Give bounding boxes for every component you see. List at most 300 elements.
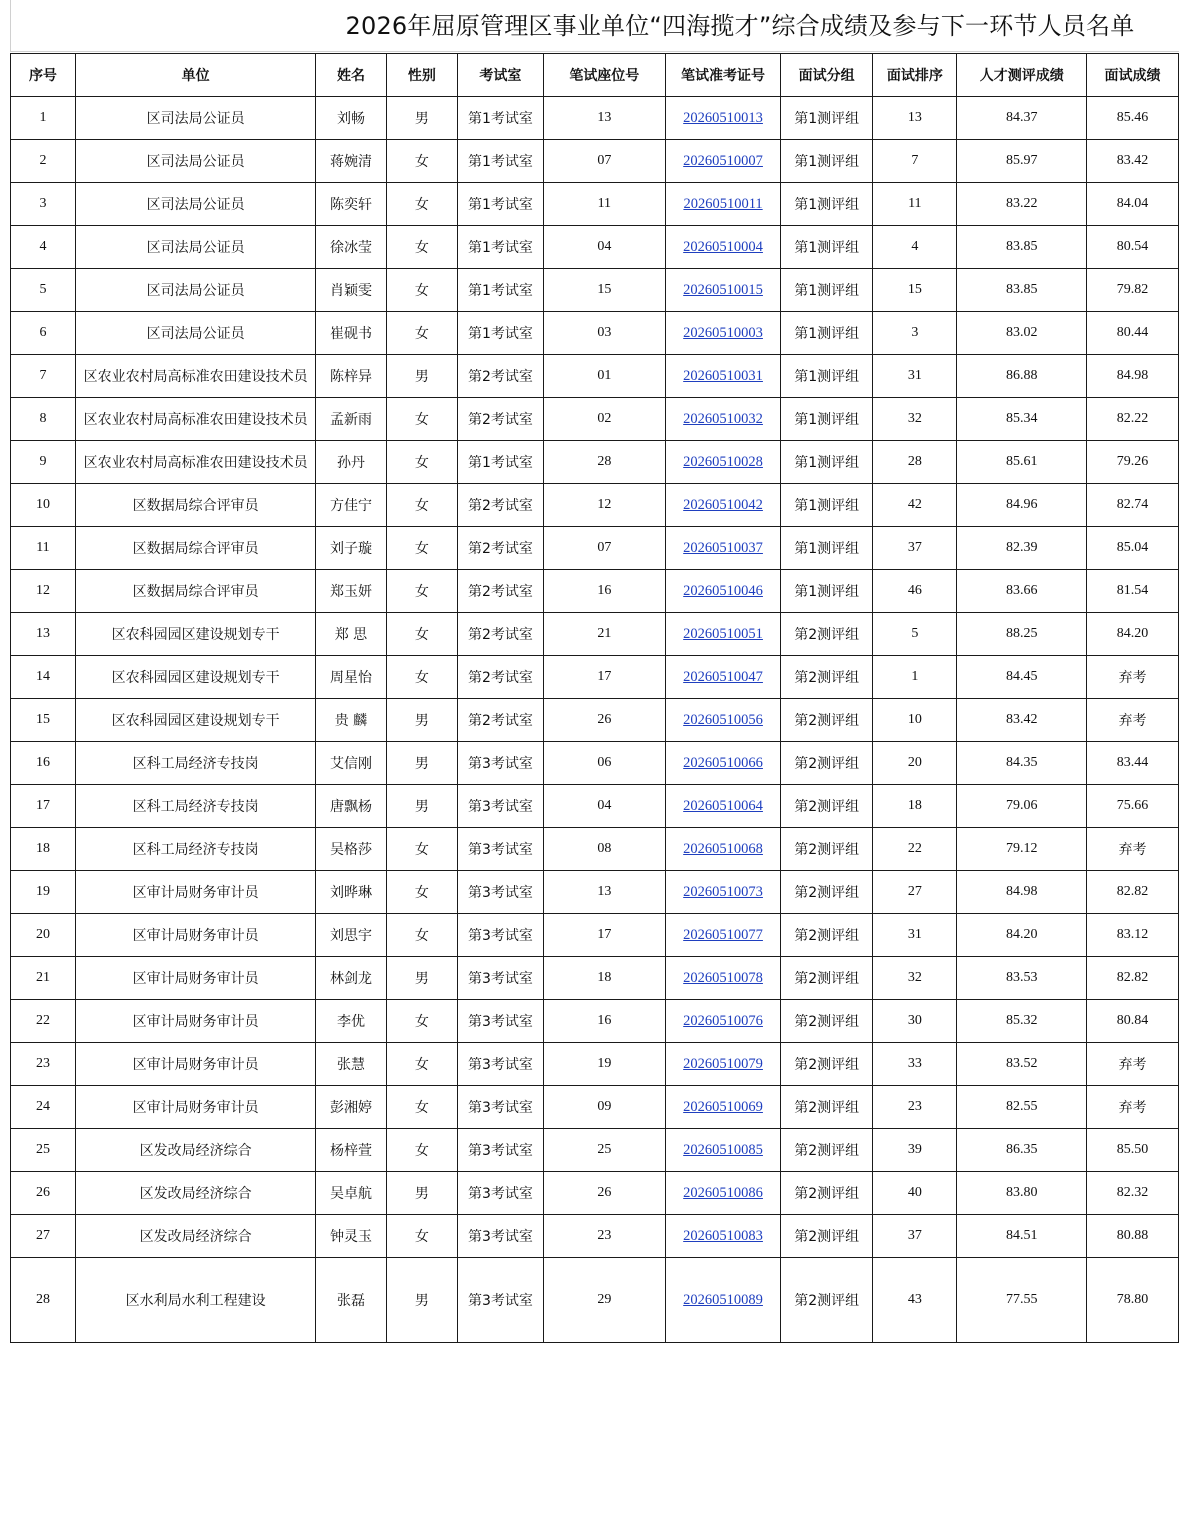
group-cell: 第2测评组 [781, 828, 873, 871]
ticket-link[interactable]: 20260510031 [683, 367, 763, 384]
ticket-link[interactable]: 20260510042 [683, 496, 763, 513]
ticket-link[interactable]: 20260510007 [683, 152, 763, 169]
seat-cell: 01 [543, 355, 665, 398]
column-group-header: 面试分组 [781, 54, 873, 97]
table-row [11, 484, 1179, 527]
gender-cell: 女 [386, 1129, 458, 1172]
ticket-link[interactable]: 20260510003 [683, 324, 763, 341]
order-cell: 27 [873, 871, 957, 914]
assessment-score-cell: 83.02 [957, 312, 1087, 355]
name-cell: 林剑龙 [316, 957, 386, 1000]
group-cell: 第1测评组 [781, 97, 873, 140]
column-interview-header: 面试成绩 [1087, 54, 1179, 97]
unit-cell: 区审计局财务审计员 [75, 957, 316, 1000]
gender-cell: 男 [386, 957, 458, 1000]
title-bar [10, 0, 1179, 52]
seat-cell: 16 [543, 1000, 665, 1043]
seat-cell: 16 [543, 570, 665, 613]
unit-cell: 区司法局公证员 [75, 183, 316, 226]
column-assessment-header: 人才测评成绩 [957, 54, 1087, 97]
column-seq-header: 序号 [11, 54, 76, 97]
ticket-cell [666, 1086, 781, 1129]
room-cell: 第3考试室 [458, 742, 543, 785]
room-cell: 第3考试室 [458, 1215, 543, 1258]
table-row [11, 785, 1179, 828]
order-cell: 39 [873, 1129, 957, 1172]
ticket-link[interactable]: 20260510064 [683, 797, 763, 814]
room-cell: 第2考试室 [458, 527, 543, 570]
interview-score-cell: 85.04 [1087, 527, 1179, 570]
ticket-link[interactable]: 20260510011 [683, 195, 763, 212]
interview-score-cell: 82.82 [1087, 957, 1179, 1000]
name-cell: 李优 [316, 1000, 386, 1043]
unit-cell: 区发改局经济综合 [75, 1172, 316, 1215]
unit-cell: 区农业农村局高标准农田建设技术员 [75, 441, 316, 484]
seq-cell: 21 [11, 957, 76, 1000]
gender-cell: 女 [386, 398, 458, 441]
gender-cell: 女 [386, 441, 458, 484]
unit-cell: 区水利局水利工程建设 [75, 1258, 316, 1343]
assessment-score-cell: 82.39 [957, 527, 1087, 570]
room-cell: 第3考试室 [458, 1129, 543, 1172]
group-cell: 第2测评组 [781, 1215, 873, 1258]
unit-cell: 区农业农村局高标准农田建设技术员 [75, 355, 316, 398]
table-row [11, 699, 1179, 742]
group-cell: 第2测评组 [781, 1172, 873, 1215]
order-cell: 42 [873, 484, 957, 527]
unit-cell: 区司法局公证员 [75, 140, 316, 183]
interview-score-cell: 80.54 [1087, 226, 1179, 269]
name-cell: 陈梓异 [316, 355, 386, 398]
group-cell: 第1测评组 [781, 484, 873, 527]
seq-cell: 15 [11, 699, 76, 742]
seat-cell: 13 [543, 97, 665, 140]
seq-cell: 3 [11, 183, 76, 226]
interview-score-cell: 81.54 [1087, 570, 1179, 613]
ticket-link[interactable]: 20260510032 [683, 410, 763, 427]
name-cell: 刘子璇 [316, 527, 386, 570]
order-cell: 32 [873, 398, 957, 441]
ticket-cell [666, 613, 781, 656]
gender-cell: 男 [386, 1258, 458, 1343]
ticket-link[interactable]: 20260510046 [683, 582, 763, 599]
ticket-link[interactable]: 20260510015 [683, 281, 763, 298]
gender-cell: 女 [386, 570, 458, 613]
order-cell: 15 [873, 269, 957, 312]
gender-cell: 男 [386, 785, 458, 828]
ticket-cell [666, 914, 781, 957]
room-cell: 第1考试室 [458, 226, 543, 269]
ticket-cell [666, 97, 781, 140]
ticket-cell [666, 871, 781, 914]
table-row [11, 742, 1179, 785]
order-cell: 4 [873, 226, 957, 269]
column-seat-header: 笔试座位号 [543, 54, 665, 97]
gender-cell: 女 [386, 656, 458, 699]
ticket-link[interactable]: 20260510083 [683, 1227, 763, 1244]
unit-cell: 区司法局公证员 [75, 97, 316, 140]
gender-cell: 女 [386, 484, 458, 527]
order-cell: 32 [873, 957, 957, 1000]
ticket-link[interactable]: 20260510037 [683, 539, 763, 556]
room-cell: 第1考试室 [458, 183, 543, 226]
unit-cell: 区科工局经济专技岗 [75, 785, 316, 828]
seat-cell: 03 [543, 312, 665, 355]
ticket-cell [666, 1172, 781, 1215]
interview-score-cell: 82.82 [1087, 871, 1179, 914]
column-order-header: 面试排序 [873, 54, 957, 97]
ticket-cell [666, 1043, 781, 1086]
column-room-header: 考试室 [458, 54, 543, 97]
group-cell: 第1测评组 [781, 527, 873, 570]
table-row [11, 1129, 1179, 1172]
interview-score-cell: 85.46 [1087, 97, 1179, 140]
order-cell: 1 [873, 656, 957, 699]
seat-cell: 15 [543, 269, 665, 312]
gender-cell: 女 [386, 613, 458, 656]
room-cell: 第3考试室 [458, 1043, 543, 1086]
seq-cell: 19 [11, 871, 76, 914]
room-cell: 第3考试室 [458, 828, 543, 871]
ticket-cell [666, 785, 781, 828]
unit-cell: 区数据局综合评审员 [75, 527, 316, 570]
unit-cell: 区审计局财务审计员 [75, 1043, 316, 1086]
seq-cell: 28 [11, 1258, 76, 1343]
order-cell: 28 [873, 441, 957, 484]
group-cell: 第2测评组 [781, 1086, 873, 1129]
order-cell: 30 [873, 1000, 957, 1043]
order-cell: 31 [873, 355, 957, 398]
name-cell: 杨梓萱 [316, 1129, 386, 1172]
seq-cell: 9 [11, 441, 76, 484]
name-cell: 艾信刚 [316, 742, 386, 785]
seat-cell: 04 [543, 785, 665, 828]
order-cell: 46 [873, 570, 957, 613]
seat-cell: 18 [543, 957, 665, 1000]
ticket-link[interactable]: 20260510047 [683, 668, 763, 685]
gender-cell: 女 [386, 527, 458, 570]
gender-cell: 女 [386, 183, 458, 226]
assessment-score-cell: 85.97 [957, 140, 1087, 183]
ticket-link[interactable]: 20260510085 [683, 1141, 763, 1158]
unit-cell: 区审计局财务审计员 [75, 871, 316, 914]
name-cell: 方佳宁 [316, 484, 386, 527]
table-row [11, 527, 1179, 570]
order-cell: 20 [873, 742, 957, 785]
order-cell: 23 [873, 1086, 957, 1129]
unit-cell: 区发改局经济综合 [75, 1129, 316, 1172]
seq-cell: 23 [11, 1043, 76, 1086]
seq-cell: 13 [11, 613, 76, 656]
gender-cell: 男 [386, 699, 458, 742]
name-cell: 彭湘婷 [316, 1086, 386, 1129]
name-cell: 蒋婉清 [316, 140, 386, 183]
column-unit-header: 单位 [75, 54, 316, 97]
column-name-header: 姓名 [316, 54, 386, 97]
table-row [11, 1258, 1179, 1343]
assessment-score-cell: 83.80 [957, 1172, 1087, 1215]
ticket-link[interactable]: 20260510078 [683, 969, 763, 986]
interview-score-cell: 82.22 [1087, 398, 1179, 441]
assessment-score-cell: 84.51 [957, 1215, 1087, 1258]
room-cell: 第1考试室 [458, 140, 543, 183]
group-cell: 第2测评组 [781, 871, 873, 914]
unit-cell: 区科工局经济专技岗 [75, 828, 316, 871]
interview-score-cell: 弃考 [1087, 656, 1179, 699]
group-cell: 第1测评组 [781, 570, 873, 613]
gender-cell: 女 [386, 1086, 458, 1129]
table-row [11, 914, 1179, 957]
group-cell: 第2测评组 [781, 1043, 873, 1086]
name-cell: 唐飘杨 [316, 785, 386, 828]
ticket-link[interactable]: 20260510028 [683, 453, 763, 470]
seat-cell: 06 [543, 742, 665, 785]
order-cell: 13 [873, 97, 957, 140]
room-cell: 第3考试室 [458, 1258, 543, 1343]
unit-cell: 区审计局财务审计员 [75, 1000, 316, 1043]
room-cell: 第2考试室 [458, 484, 543, 527]
interview-score-cell: 84.04 [1087, 183, 1179, 226]
room-cell: 第2考试室 [458, 355, 543, 398]
ticket-link[interactable]: 20260510077 [683, 926, 763, 943]
ticket-link[interactable]: 20260510068 [683, 840, 763, 857]
seat-cell: 28 [543, 441, 665, 484]
table-row [11, 226, 1179, 269]
seat-cell: 29 [543, 1258, 665, 1343]
table-row [11, 871, 1179, 914]
gender-cell: 男 [386, 97, 458, 140]
interview-score-cell: 78.80 [1087, 1258, 1179, 1343]
gender-cell: 男 [386, 1172, 458, 1215]
ticket-cell [666, 1129, 781, 1172]
seat-cell: 09 [543, 1086, 665, 1129]
order-cell: 43 [873, 1258, 957, 1343]
interview-score-cell: 80.44 [1087, 312, 1179, 355]
assessment-score-cell: 84.35 [957, 742, 1087, 785]
seq-cell: 12 [11, 570, 76, 613]
seq-cell: 4 [11, 226, 76, 269]
ticket-link[interactable]: 20260510004 [683, 238, 763, 255]
seat-cell: 12 [543, 484, 665, 527]
assessment-score-cell: 88.25 [957, 613, 1087, 656]
ticket-link[interactable]: 20260510076 [683, 1012, 763, 1029]
ticket-cell [666, 1000, 781, 1043]
interview-score-cell: 弃考 [1087, 1086, 1179, 1129]
assessment-score-cell: 85.34 [957, 398, 1087, 441]
document-title: 2026年屈原管理区事业单位“四海揽才”综合成绩及参与下一环节人员名单 [345, 12, 1135, 40]
seat-cell: 07 [543, 527, 665, 570]
room-cell: 第3考试室 [458, 1086, 543, 1129]
table-row [11, 269, 1179, 312]
name-cell: 肖颖雯 [316, 269, 386, 312]
room-cell: 第3考试室 [458, 785, 543, 828]
table-body [11, 97, 1179, 1343]
seq-cell: 25 [11, 1129, 76, 1172]
table-row [11, 613, 1179, 656]
seq-cell: 22 [11, 1000, 76, 1043]
group-cell: 第1测评组 [781, 226, 873, 269]
group-cell: 第1测评组 [781, 441, 873, 484]
unit-cell: 区审计局财务审计员 [75, 1086, 316, 1129]
gender-cell: 女 [386, 1215, 458, 1258]
interview-score-cell: 84.98 [1087, 355, 1179, 398]
table-row [11, 1000, 1179, 1043]
ticket-link[interactable]: 20260510073 [683, 883, 763, 900]
ticket-cell [666, 570, 781, 613]
order-cell: 33 [873, 1043, 957, 1086]
ticket-link[interactable]: 20260510056 [683, 711, 763, 728]
gender-cell: 女 [386, 1000, 458, 1043]
interview-score-cell: 80.88 [1087, 1215, 1179, 1258]
room-cell: 第3考试室 [458, 1000, 543, 1043]
table-row [11, 1215, 1179, 1258]
name-cell: 周星怡 [316, 656, 386, 699]
unit-cell: 区发改局经济综合 [75, 1215, 316, 1258]
order-cell: 22 [873, 828, 957, 871]
table-row [11, 656, 1179, 699]
column-gender-header: 性别 [386, 54, 458, 97]
seq-cell: 17 [11, 785, 76, 828]
seat-cell: 19 [543, 1043, 665, 1086]
gender-cell: 女 [386, 871, 458, 914]
name-cell: 郑玉妍 [316, 570, 386, 613]
ticket-link[interactable]: 20260510089 [683, 1291, 763, 1308]
seq-cell: 7 [11, 355, 76, 398]
seq-cell: 6 [11, 312, 76, 355]
room-cell: 第3考试室 [458, 1172, 543, 1215]
unit-cell: 区数据局综合评审员 [75, 570, 316, 613]
unit-cell: 区司法局公证员 [75, 312, 316, 355]
ticket-link[interactable]: 20260510069 [683, 1098, 763, 1115]
room-cell: 第2考试室 [458, 656, 543, 699]
name-cell: 张慧 [316, 1043, 386, 1086]
ticket-cell [666, 1215, 781, 1258]
seq-cell: 1 [11, 97, 76, 140]
group-cell: 第2测评组 [781, 613, 873, 656]
interview-score-cell: 79.82 [1087, 269, 1179, 312]
ticket-cell [666, 656, 781, 699]
assessment-score-cell: 85.61 [957, 441, 1087, 484]
interview-score-cell: 82.74 [1087, 484, 1179, 527]
interview-score-cell: 弃考 [1087, 1043, 1179, 1086]
assessment-score-cell: 79.12 [957, 828, 1087, 871]
seat-cell: 26 [543, 1172, 665, 1215]
unit-cell: 区农科园园区建设规划专干 [75, 656, 316, 699]
seq-cell: 5 [11, 269, 76, 312]
name-cell: 吴卓航 [316, 1172, 386, 1215]
room-cell: 第3考试室 [458, 914, 543, 957]
name-cell: 崔砚书 [316, 312, 386, 355]
seq-cell: 20 [11, 914, 76, 957]
name-cell: 贵 麟 [316, 699, 386, 742]
gender-cell: 女 [386, 828, 458, 871]
table-row [11, 140, 1179, 183]
room-cell: 第1考试室 [458, 441, 543, 484]
group-cell: 第1测评组 [781, 398, 873, 441]
ticket-link[interactable]: 20260510066 [683, 754, 763, 771]
order-cell: 11 [873, 183, 957, 226]
unit-cell: 区数据局综合评审员 [75, 484, 316, 527]
gender-cell: 女 [386, 140, 458, 183]
ticket-cell [666, 226, 781, 269]
interview-score-cell: 79.26 [1087, 441, 1179, 484]
room-cell: 第2考试室 [458, 699, 543, 742]
seq-cell: 16 [11, 742, 76, 785]
table-row [11, 355, 1179, 398]
gender-cell: 女 [386, 269, 458, 312]
order-cell: 40 [873, 1172, 957, 1215]
seat-cell: 25 [543, 1129, 665, 1172]
name-cell: 郑 思 [316, 613, 386, 656]
room-cell: 第2考试室 [458, 570, 543, 613]
seq-cell: 11 [11, 527, 76, 570]
gender-cell: 女 [386, 914, 458, 957]
assessment-score-cell: 82.55 [957, 1086, 1087, 1129]
order-cell: 7 [873, 140, 957, 183]
name-cell: 孙丹 [316, 441, 386, 484]
ticket-link[interactable]: 20260510013 [683, 109, 763, 126]
ticket-cell [666, 312, 781, 355]
assessment-score-cell: 77.55 [957, 1258, 1087, 1343]
group-cell: 第1测评组 [781, 183, 873, 226]
room-cell: 第2考试室 [458, 398, 543, 441]
ticket-cell [666, 957, 781, 1000]
assessment-score-cell: 83.42 [957, 699, 1087, 742]
table-row [11, 398, 1179, 441]
seat-cell: 04 [543, 226, 665, 269]
table-row [11, 97, 1179, 140]
ticket-cell [666, 699, 781, 742]
assessment-score-cell: 83.52 [957, 1043, 1087, 1086]
assessment-score-cell: 86.88 [957, 355, 1087, 398]
seq-cell: 2 [11, 140, 76, 183]
ticket-link[interactable]: 20260510051 [683, 625, 763, 642]
seq-cell: 24 [11, 1086, 76, 1129]
unit-cell: 区审计局财务审计员 [75, 914, 316, 957]
unit-cell: 区农科园园区建设规划专干 [75, 613, 316, 656]
seat-cell: 26 [543, 699, 665, 742]
group-cell: 第2测评组 [781, 699, 873, 742]
gender-cell: 女 [386, 1043, 458, 1086]
interview-score-cell: 85.50 [1087, 1129, 1179, 1172]
header-row [11, 54, 1179, 97]
ticket-cell [666, 742, 781, 785]
assessment-score-cell: 83.22 [957, 183, 1087, 226]
order-cell: 5 [873, 613, 957, 656]
group-cell: 第1测评组 [781, 355, 873, 398]
table-row [11, 1172, 1179, 1215]
group-cell: 第1测评组 [781, 140, 873, 183]
group-cell: 第2测评组 [781, 656, 873, 699]
room-cell: 第3考试室 [458, 957, 543, 1000]
ticket-link[interactable]: 20260510079 [683, 1055, 763, 1072]
gender-cell: 女 [386, 226, 458, 269]
unit-cell: 区科工局经济专技岗 [75, 742, 316, 785]
assessment-score-cell: 84.37 [957, 97, 1087, 140]
ticket-cell [666, 140, 781, 183]
results-table [10, 53, 1179, 1343]
ticket-link[interactable]: 20260510086 [683, 1184, 763, 1201]
seat-cell: 21 [543, 613, 665, 656]
assessment-score-cell: 84.98 [957, 871, 1087, 914]
ticket-cell [666, 398, 781, 441]
ticket-cell [666, 441, 781, 484]
ticket-cell [666, 183, 781, 226]
room-cell: 第1考试室 [458, 312, 543, 355]
group-cell: 第2测评组 [781, 1000, 873, 1043]
gender-cell: 女 [386, 312, 458, 355]
unit-cell: 区司法局公证员 [75, 226, 316, 269]
